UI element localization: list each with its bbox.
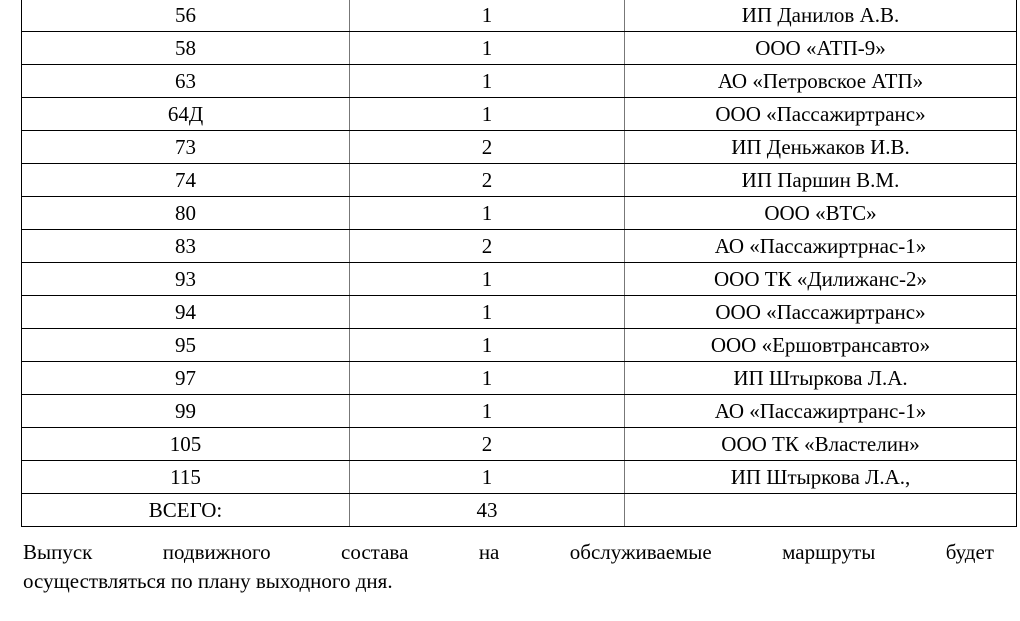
vehicle-count-cell: 1 [350, 98, 625, 131]
carrier-cell: ИП Паршин В.М. [625, 164, 1017, 197]
total-row [22, 494, 1017, 527]
route-number-cell: 115 [22, 461, 350, 494]
vehicle-count-cell: 1 [350, 395, 625, 428]
vehicle-count-cell: 1 [350, 197, 625, 230]
route-number-cell: 99 [22, 395, 350, 428]
note-word: подвижного [162, 540, 271, 564]
route-number-cell: 73 [22, 131, 350, 164]
table-row [22, 0, 1017, 32]
carrier-cell: ООО ТК «Властелин» [625, 428, 1017, 461]
total-carrier-cell [625, 494, 1017, 527]
carrier-cell: ООО «Пассажиртранс» [625, 296, 1017, 329]
carrier-cell: ООО ТК «Дилижанс-2» [625, 263, 1017, 296]
total-label-cell: ВСЕГО: [22, 494, 350, 527]
route-number-cell: 105 [22, 428, 350, 461]
vehicle-count-cell: 2 [350, 164, 625, 197]
vehicle-count-cell: 1 [350, 32, 625, 65]
route-number-cell: 64Д [22, 98, 350, 131]
table-row [22, 428, 1017, 461]
routes-table-body [22, 0, 1017, 527]
route-number-cell: 63 [22, 65, 350, 98]
table-row [22, 65, 1017, 98]
table-row [22, 461, 1017, 494]
route-number-cell: 74 [22, 164, 350, 197]
carrier-cell: АО «Пассажиртрнас-1» [625, 230, 1017, 263]
route-number-cell: 95 [22, 329, 350, 362]
table-row [22, 395, 1017, 428]
table-row [22, 230, 1017, 263]
release-note-paragraph [23, 538, 994, 596]
table-row [22, 263, 1017, 296]
total-count-cell: 43 [350, 494, 625, 527]
vehicle-count-cell: 1 [350, 329, 625, 362]
vehicle-count-cell: 2 [350, 428, 625, 461]
route-number-cell: 80 [22, 197, 350, 230]
table-row [22, 164, 1017, 197]
carrier-cell: ООО «Ершовтрансавто» [625, 329, 1017, 362]
vehicle-count-cell: 1 [350, 461, 625, 494]
table-row [22, 197, 1017, 230]
note-word: Выпуск [23, 540, 93, 564]
route-number-cell: 97 [22, 362, 350, 395]
table-row [22, 362, 1017, 395]
route-number-cell: 93 [22, 263, 350, 296]
table-row [22, 329, 1017, 362]
carrier-cell: АО «Пассажиртранс-1» [625, 395, 1017, 428]
vehicle-count-cell: 1 [350, 296, 625, 329]
routes-table [21, 0, 1017, 527]
table-row [22, 32, 1017, 65]
vehicle-count-cell: 1 [350, 362, 625, 395]
route-number-cell: 58 [22, 32, 350, 65]
note-word: состава [341, 540, 409, 564]
carrier-cell: ООО «Пассажиртранс» [625, 98, 1017, 131]
carrier-cell: АО «Петровское АТП» [625, 65, 1017, 98]
note-word: обслуживаемые [569, 540, 712, 564]
note-word: на [478, 540, 500, 564]
carrier-cell: ИП Деньжаков И.В. [625, 131, 1017, 164]
route-number-cell: 94 [22, 296, 350, 329]
note-word: будет [945, 540, 994, 564]
vehicle-count-cell: 2 [350, 230, 625, 263]
carrier-cell: ИП Данилов А.В. [625, 0, 1017, 32]
note-word: маршруты [782, 540, 876, 564]
carrier-cell: ООО «АТП-9» [625, 32, 1017, 65]
note-line-2: осуществляться по плану выходного дня. [23, 569, 393, 593]
carrier-cell: ИП Штыркова Л.А. [625, 362, 1017, 395]
route-number-cell: 56 [22, 0, 350, 32]
vehicle-count-cell: 2 [350, 131, 625, 164]
table-row [22, 296, 1017, 329]
table-row [22, 98, 1017, 131]
vehicle-count-cell: 1 [350, 263, 625, 296]
vehicle-count-cell: 1 [350, 65, 625, 98]
note-line-1 [23, 538, 994, 567]
carrier-cell: ИП Штыркова Л.А., [625, 461, 1017, 494]
route-number-cell: 83 [22, 230, 350, 263]
table-row [22, 131, 1017, 164]
carrier-cell: ООО «ВТС» [625, 197, 1017, 230]
vehicle-count-cell: 1 [350, 0, 625, 32]
